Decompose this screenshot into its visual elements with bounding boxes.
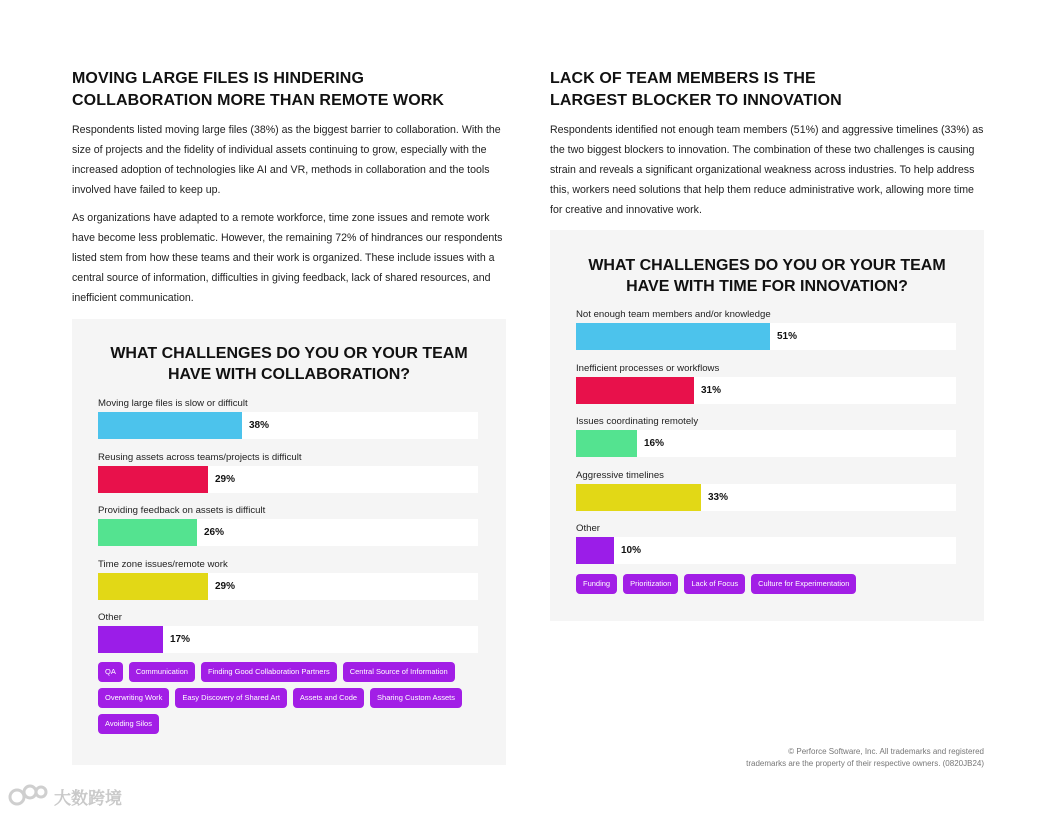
bar-fill — [576, 484, 701, 511]
other-tag-chip: QA — [98, 662, 123, 682]
bar-fill — [576, 430, 637, 457]
bar-value-label: 38% — [249, 420, 270, 431]
other-tag-chip: Culture for Experimentation — [751, 574, 856, 594]
right-heading — [550, 68, 986, 112]
bar-track — [98, 573, 478, 600]
watermark-text: 大数跨境 — [54, 788, 122, 808]
bar-track — [98, 412, 478, 439]
bar-track — [576, 430, 956, 457]
copyright-line-2: trademarks are the property of their respective owners. (0820JB24) — [746, 759, 984, 768]
bar-category-label: Moving large files is slow or difficult — [98, 398, 248, 409]
bar-track — [576, 537, 956, 564]
bar-value-label: 33% — [708, 491, 729, 503]
bar-row — [576, 415, 956, 469]
bar-row — [98, 397, 478, 451]
other-tag-chip: Assets and Code — [293, 688, 364, 708]
left-column — [72, 68, 508, 308]
other-tag-chip: Central Source of Information — [343, 662, 455, 682]
left-heading-line-1: MOVING LARGE FILES IS HINDERING — [72, 70, 365, 87]
other-tag-chip: Communication — [129, 662, 195, 682]
bar-category-label: Aggressive timelines — [576, 469, 664, 481]
other-tag-chip: Lack of Focus — [684, 574, 745, 594]
right-heading-line-1: LACK OF TEAM MEMBERS IS THE — [550, 70, 816, 87]
collaboration-chart-title — [72, 343, 506, 385]
bar-track — [98, 519, 478, 546]
watermark — [8, 783, 122, 809]
bar-value-label: 51% — [777, 331, 798, 342]
bar-fill — [98, 466, 208, 493]
bar-value-label: 17% — [170, 634, 191, 645]
left-heading — [72, 68, 508, 112]
bar-value-label: 31% — [701, 384, 722, 396]
right-heading-line-2: LARGEST BLOCKER TO INNOVATION — [550, 92, 842, 109]
bar-row — [576, 308, 956, 362]
other-tag-chip: Sharing Custom Assets — [370, 688, 462, 708]
bar-row — [576, 362, 956, 416]
other-tag-chip: Easy Discovery of Shared Art — [175, 688, 287, 708]
bar-row — [98, 451, 478, 505]
bar-value-label: 16% — [644, 438, 665, 449]
left-heading-line-2: COLLABORATION MORE THAN REMOTE WORK — [72, 92, 445, 109]
innovation-chart-panel — [550, 230, 984, 621]
bar-fill — [576, 537, 614, 564]
bar-track — [98, 626, 478, 653]
bar-row — [98, 558, 478, 612]
bar-value-label: 10% — [621, 545, 642, 556]
chart-title-line-2: HAVE WITH TIME FOR INNOVATION? — [626, 278, 908, 295]
bar-category-label: Issues coordinating remotely — [576, 416, 699, 427]
bar-category-label: Providing feedback on assets is difficult — [98, 505, 266, 516]
innovation-chart-title — [550, 255, 984, 297]
bar-track — [576, 377, 956, 404]
bar-row — [576, 522, 956, 576]
copyright-line-1: © Perforce Software, Inc. All trademarks and registered — [788, 747, 984, 756]
bar-category-label: Not enough team members and/or knowledge — [576, 309, 771, 320]
bar-category-label: Inefficient processes or workflows — [576, 362, 720, 374]
left-paragraph-1: Respondents listed moving large files (38%) as the biggest barrier to collaboration. With the size of projects and the fidelity of individual assets continuing to grow, especially with the increased adoption of technologies like AI and VR, methods in collaboration and the tools involved have failed to keep up. — [72, 124, 501, 196]
bar-track — [98, 466, 478, 493]
bar-fill — [98, 573, 208, 600]
bar-fill — [98, 412, 242, 439]
collaboration-chart-panel — [72, 319, 506, 765]
bar-fill — [576, 377, 694, 404]
other-tag-chip: Finding Good Collaboration Partners — [201, 662, 337, 682]
copyright-footer — [746, 746, 984, 770]
chart-title-line-1: WHAT CHALLENGES DO YOU OR YOUR TEAM — [588, 257, 946, 274]
bar-category-label: Reusing assets across teams/projects is difficult — [98, 451, 302, 463]
bar-row — [98, 504, 478, 558]
bar-row — [576, 469, 956, 523]
innovation-other-tags — [576, 574, 966, 594]
right-paragraph-1: Respondents identified not enough team members (51%) and aggressive timelines (33%) as the two biggest blockers to innovation. The combination of these two challenges is causing strain and reveals a significant organizational weakness across industries. To help address this, workers need solutions that help them reduce administrative work, allowing more time for creative and innovative work. — [550, 124, 984, 216]
collaboration-other-tags — [98, 662, 488, 734]
right-column — [550, 68, 986, 220]
collaboration-bar-list — [98, 397, 478, 665]
bar-value-label: 29% — [215, 580, 236, 592]
bar-track — [576, 323, 956, 350]
bar-fill — [98, 626, 163, 653]
chart-title-line-2: HAVE WITH COLLABORATION? — [167, 366, 411, 383]
other-tag-chip: Overwriting Work — [98, 688, 169, 708]
other-tag-chip: Avoiding Silos — [98, 714, 159, 734]
bar-value-label: 26% — [204, 527, 225, 538]
other-tag-chip: Funding — [576, 574, 617, 594]
left-paragraph-2: As organizations have adapted to a remote workforce, time zone issues and remote work have become less problematic. However, the remaining 72% of hindrances our respondents listed stem from how these teams and their work is organized. These include issues with a central source of information, difficulties in giving feedback, lack of shared resources, and inefficient communication. — [72, 212, 503, 304]
bar-value-label: 29% — [215, 473, 236, 485]
bar-category-label: Other — [576, 523, 600, 534]
chart-title-line-1: WHAT CHALLENGES DO YOU OR YOUR TEAM — [110, 345, 468, 362]
bar-fill — [576, 323, 770, 350]
bar-category-label: Other — [98, 612, 122, 623]
bar-track — [576, 484, 956, 511]
bar-fill — [98, 519, 197, 546]
bar-category-label: Time zone issues/remote work — [98, 558, 228, 570]
bar-row — [98, 611, 478, 665]
watermark-logo-icon — [8, 783, 48, 809]
innovation-bar-list — [576, 308, 956, 576]
other-tag-chip: Prioritization — [623, 574, 678, 594]
